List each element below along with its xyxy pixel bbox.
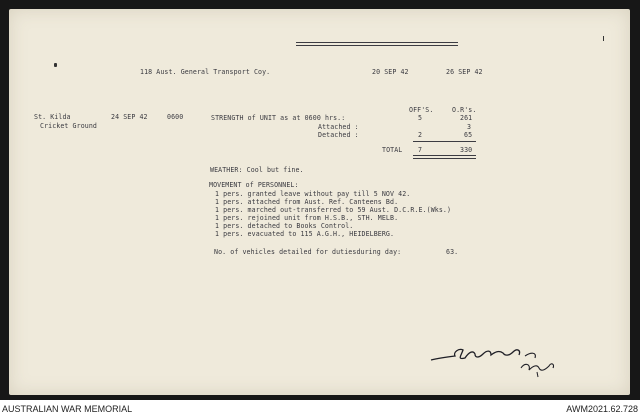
punch-mark <box>54 63 57 67</box>
footer-institution: AUSTRALIAN WAR MEMORIAL <box>2 404 133 414</box>
corner-mark <box>603 36 604 41</box>
place-line-2: Cricket Ground <box>40 122 97 130</box>
total-label: TOTAL <box>382 146 403 154</box>
detached-officers: 2 <box>418 131 423 139</box>
movement-item: 1 pers. marched out-transferred to 59 Aust. D.C.R.E.(Wks.) <box>215 206 452 214</box>
total-rule <box>413 141 476 142</box>
movement-item: 1 pers. attached from Aust. Ref. Canteens Bd. <box>215 198 399 206</box>
strength-other-ranks: 261 <box>460 114 473 122</box>
movement-item: 1 pers. granted leave without pay till 5 NOV 42. <box>215 190 411 198</box>
detached-other-ranks: 65 <box>464 131 473 139</box>
total-other-ranks: 330 <box>460 146 473 154</box>
movement-item: 1 pers. evacuated to 115 A.G.H., HEIDELBERG. <box>215 230 395 238</box>
col-officers: OFF'S. <box>409 106 434 114</box>
footer-accession-number: AWM2021.62.728 <box>566 404 638 414</box>
movement-item: 1 pers. detached to Books Control. <box>215 222 354 230</box>
top-rule-1 <box>296 42 458 43</box>
top-rule-2 <box>296 45 458 46</box>
entry-time: 0600 <box>167 113 184 121</box>
total-officers: 7 <box>418 146 423 154</box>
handwritten-signature <box>425 338 565 378</box>
weather-line: WEATHER: Cool but fine. <box>210 166 304 174</box>
movement-item: 1 pers. rejoined unit from H.S.B., STH. MELB. <box>215 214 399 222</box>
date-to: 26 SEP 42 <box>446 68 483 76</box>
date-from: 20 SEP 42 <box>372 68 409 76</box>
unit-name: 118 Aust. General Transport Coy. <box>140 68 271 76</box>
strength-label: STRENGTH of UNIT as at 0600 hrs.: <box>211 114 346 122</box>
total-double-rule-2 <box>413 158 476 159</box>
strength-officers: 5 <box>418 114 423 122</box>
movement-heading: MOVEMENT of PERSONNEL: <box>209 181 299 189</box>
attached-other-ranks: 3 <box>467 123 472 131</box>
attached-label: Attached : <box>318 123 359 131</box>
place-line-1: St. Kilda <box>34 113 71 121</box>
total-double-rule-1 <box>413 155 476 156</box>
vehicles-line: No. of vehicles detailed for dutiesduring day: <box>214 248 402 256</box>
col-other-ranks: O.R's. <box>452 106 477 114</box>
vehicles-count: 63. <box>446 248 459 256</box>
footer-bar <box>0 400 640 417</box>
entry-date: 24 SEP 42 <box>111 113 148 121</box>
detached-label: Detached : <box>318 131 359 139</box>
